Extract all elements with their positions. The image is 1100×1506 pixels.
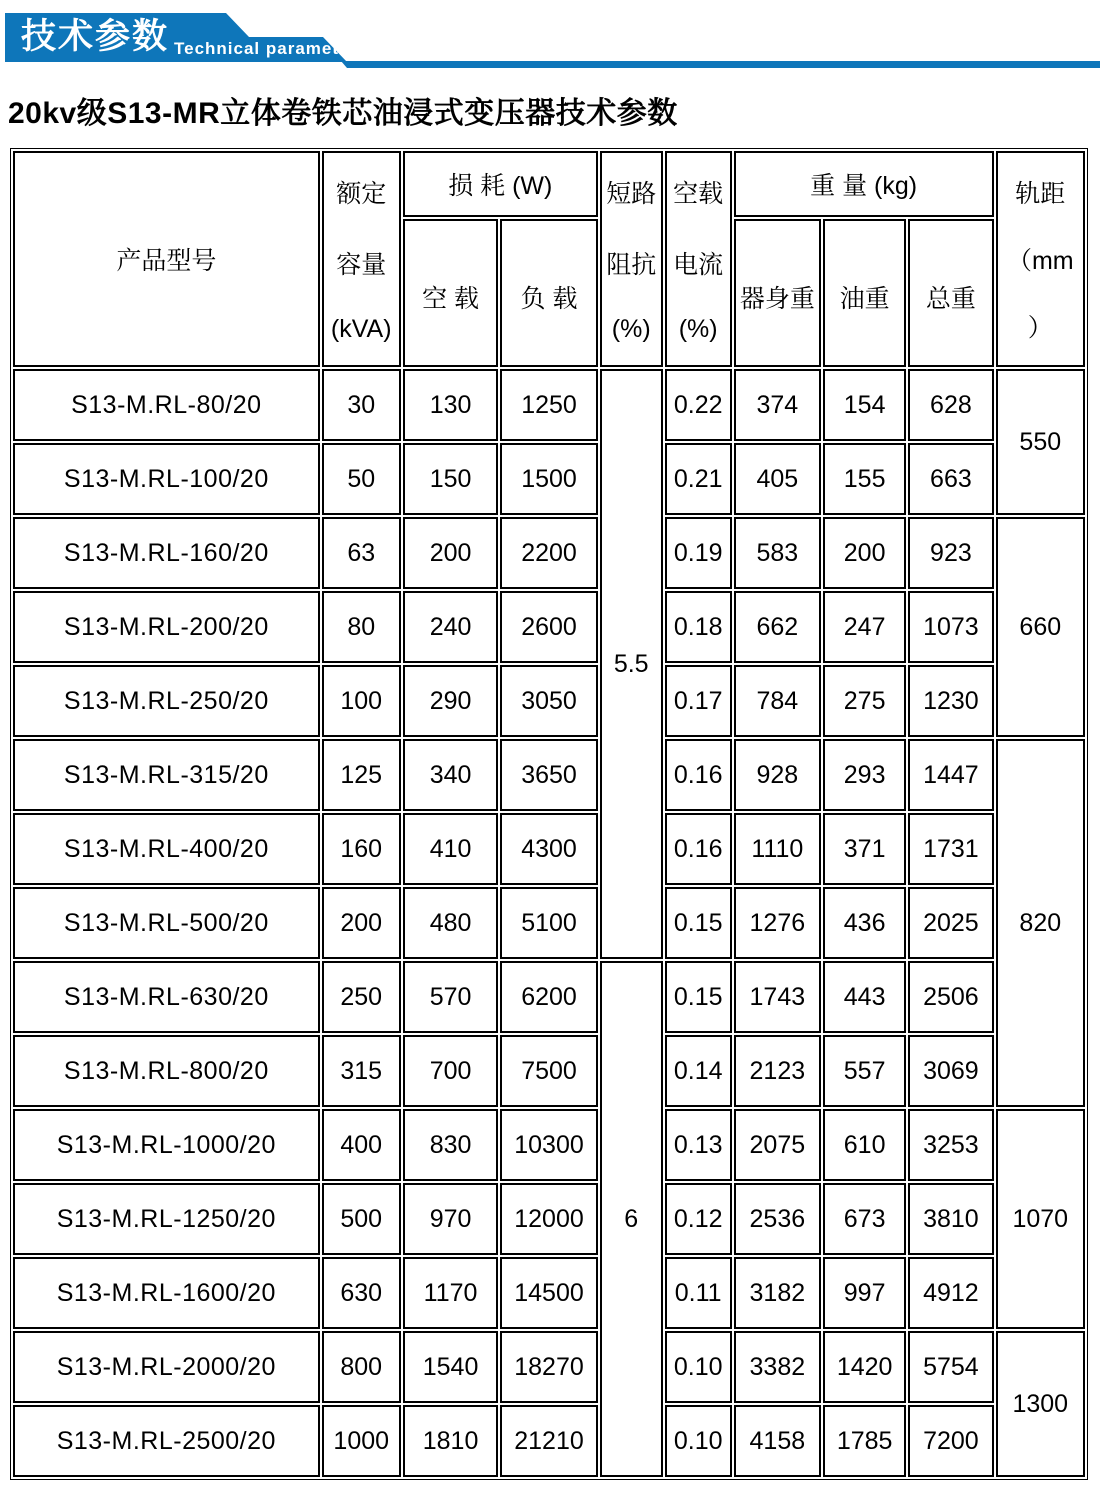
cell-loss_load: 2200 (500, 517, 597, 589)
cell-loss_load: 4300 (500, 813, 597, 885)
cell-weight_total: 1731 (908, 813, 993, 885)
table-row (13, 517, 1085, 589)
cell-model: S13-M.RL-100/20 (13, 443, 320, 515)
cell-current: 0.10 (665, 1331, 732, 1403)
cell-weight_body: 928 (734, 739, 821, 811)
table-row (13, 443, 1085, 515)
cell-loss_noload: 700 (403, 1035, 498, 1107)
cell-weight_total: 923 (908, 517, 993, 589)
cell-loss_noload: 970 (403, 1183, 498, 1255)
cell-weight_body: 2536 (734, 1183, 821, 1255)
cell-loss_load: 1250 (500, 369, 597, 441)
cell-weight_oil: 1420 (823, 1331, 906, 1403)
table-row (13, 665, 1085, 737)
table-body (13, 369, 1085, 1477)
col-header-gauge-line: （mm (1006, 247, 1074, 275)
table-row (13, 591, 1085, 663)
cell-weight_oil: 275 (823, 665, 906, 737)
cell-current: 0.16 (665, 813, 732, 885)
col-header-product-model: 产品型号 (13, 151, 320, 367)
cell-current: 0.11 (665, 1257, 732, 1329)
cell-weight_oil: 247 (823, 591, 906, 663)
col-header-gauge-line: 轨距 (1015, 180, 1066, 208)
cell-loss_load: 7500 (500, 1035, 597, 1107)
cell-loss_noload: 1170 (403, 1257, 498, 1329)
cell-capacity: 400 (322, 1109, 401, 1181)
cell-model: S13-M.RL-800/20 (13, 1035, 320, 1107)
cell-model: S13-M.RL-315/20 (13, 739, 320, 811)
col-header-capacity-line: (kVA) (330, 315, 392, 343)
cell-weight_oil: 155 (823, 443, 906, 515)
cell-weight_body: 3382 (734, 1331, 821, 1403)
cell-weight_total: 4912 (908, 1257, 993, 1329)
cell-gauge: 660 (996, 517, 1085, 737)
col-header-impedance-line: 短路 (606, 180, 657, 208)
cell-current: 0.12 (665, 1183, 732, 1255)
cell-weight_total: 2025 (908, 887, 993, 959)
cell-current: 0.13 (665, 1109, 732, 1181)
cell-loss_noload: 570 (403, 961, 498, 1033)
col-header-noload-current-line: (%) (678, 315, 718, 343)
cell-weight_body: 374 (734, 369, 821, 441)
cell-current: 0.10 (665, 1405, 732, 1477)
col-header-impedance (600, 151, 663, 367)
cell-capacity: 160 (322, 813, 401, 885)
cell-weight_body: 2075 (734, 1109, 821, 1181)
table-row (13, 1257, 1085, 1329)
cell-capacity: 250 (322, 961, 401, 1033)
cell-model: S13-M.RL-80/20 (13, 369, 320, 441)
cell-capacity: 315 (322, 1035, 401, 1107)
cell-impedance: 6 (600, 961, 663, 1477)
cell-loss_noload: 480 (403, 887, 498, 959)
cell-loss_noload: 150 (403, 443, 498, 515)
col-header-noload-current-line: 电流 (673, 250, 724, 279)
cell-capacity: 63 (322, 517, 401, 589)
cell-weight_oil: 1785 (823, 1405, 906, 1477)
cell-loss_load: 12000 (500, 1183, 597, 1255)
cell-model: S13-M.RL-200/20 (13, 591, 320, 663)
cell-model: S13-M.RL-2500/20 (13, 1405, 320, 1477)
cell-capacity: 80 (322, 591, 401, 663)
cell-weight_oil: 293 (823, 739, 906, 811)
cell-loss_load: 2600 (500, 591, 597, 663)
cell-weight_oil: 557 (823, 1035, 906, 1107)
cell-weight_oil: 436 (823, 887, 906, 959)
cell-impedance: 5.5 (600, 369, 663, 959)
cell-weight_total: 628 (908, 369, 993, 441)
cell-model: S13-M.RL-1600/20 (13, 1257, 320, 1329)
cell-loss_load: 14500 (500, 1257, 597, 1329)
cell-model: S13-M.RL-630/20 (13, 961, 320, 1033)
cell-weight_body: 2123 (734, 1035, 821, 1107)
table-row (13, 961, 1085, 1033)
cell-loss_load: 10300 (500, 1109, 597, 1181)
col-header-weight-oil: 油重 (823, 219, 906, 367)
cell-loss_load: 6200 (500, 961, 597, 1033)
cell-weight_oil: 673 (823, 1183, 906, 1255)
cell-model: S13-M.RL-1000/20 (13, 1109, 320, 1181)
cell-loss_load: 18270 (500, 1331, 597, 1403)
cell-loss_noload: 240 (403, 591, 498, 663)
table-row (13, 1035, 1085, 1107)
cell-capacity: 30 (322, 369, 401, 441)
cell-current: 0.14 (665, 1035, 732, 1107)
cell-capacity: 100 (322, 665, 401, 737)
cell-current: 0.15 (665, 961, 732, 1033)
col-header-loss-group: 损 耗 (W) (403, 151, 598, 217)
cell-loss_noload: 1810 (403, 1405, 498, 1477)
cell-weight_total: 5754 (908, 1331, 993, 1403)
technical-parameter-table (10, 148, 1088, 1480)
cell-loss_noload: 410 (403, 813, 498, 885)
cell-weight_total: 1447 (908, 739, 993, 811)
cell-weight_oil: 154 (823, 369, 906, 441)
col-header-weight-total: 总重 (908, 219, 993, 367)
cell-current: 0.15 (665, 887, 732, 959)
cell-weight_total: 1230 (908, 665, 993, 737)
cell-weight_oil: 371 (823, 813, 906, 885)
table-row (13, 739, 1085, 811)
cell-loss_noload: 130 (403, 369, 498, 441)
cell-weight_total: 1073 (908, 591, 993, 663)
cell-gauge: 1070 (996, 1109, 1085, 1329)
col-header-loss-noload: 空 载 (403, 219, 498, 367)
cell-model: S13-M.RL-160/20 (13, 517, 320, 589)
cell-current: 0.19 (665, 517, 732, 589)
col-header-loss-load: 负 载 (500, 219, 597, 367)
cell-weight_body: 1743 (734, 961, 821, 1033)
cell-weight_total: 663 (908, 443, 993, 515)
cell-loss_load: 3050 (500, 665, 597, 737)
col-header-capacity (322, 151, 401, 367)
table-row (13, 1183, 1085, 1255)
col-header-impedance-line: (%) (611, 315, 651, 343)
cell-weight_body: 784 (734, 665, 821, 737)
cell-gauge: 820 (996, 739, 1085, 1107)
cell-loss_noload: 200 (403, 517, 498, 589)
cell-capacity: 1000 (322, 1405, 401, 1477)
cell-capacity: 200 (322, 887, 401, 959)
cell-weight_oil: 610 (823, 1109, 906, 1181)
table-header (13, 151, 1085, 367)
col-header-noload-current (665, 151, 732, 367)
cell-weight_body: 1110 (734, 813, 821, 885)
cell-weight_total: 3810 (908, 1183, 993, 1255)
cell-loss_load: 3650 (500, 739, 597, 811)
cell-weight_oil: 997 (823, 1257, 906, 1329)
cell-weight_total: 7200 (908, 1405, 993, 1477)
page-title: 20kv级S13-MR立体卷铁芯油浸式变压器技术参数 (8, 97, 678, 130)
cell-model: S13-M.RL-500/20 (13, 887, 320, 959)
col-header-weight-body: 器身重 (734, 219, 821, 367)
table-row (13, 1331, 1085, 1403)
cell-model: S13-M.RL-400/20 (13, 813, 320, 885)
cell-weight_body: 405 (734, 443, 821, 515)
cell-weight_oil: 200 (823, 517, 906, 589)
cell-weight_oil: 443 (823, 961, 906, 1033)
technical-parameter-banner (0, 0, 1100, 72)
banner-subtitle: Technical parameter (174, 39, 358, 58)
cell-model: S13-M.RL-250/20 (13, 665, 320, 737)
col-header-capacity-line: 容量 (336, 250, 387, 279)
table-row (13, 1109, 1085, 1181)
cell-weight_body: 4158 (734, 1405, 821, 1477)
cell-capacity: 50 (322, 443, 401, 515)
banner-title: 技术参数 (21, 17, 170, 56)
cell-weight_total: 3069 (908, 1035, 993, 1107)
col-header-gauge (996, 151, 1085, 367)
cell-weight_body: 662 (734, 591, 821, 663)
table-header-row-top (13, 151, 1085, 217)
cell-weight_body: 583 (734, 517, 821, 589)
cell-current: 0.17 (665, 665, 732, 737)
cell-loss_noload: 830 (403, 1109, 498, 1181)
cell-loss_noload: 290 (403, 665, 498, 737)
cell-loss_load: 5100 (500, 887, 597, 959)
col-header-gauge-line: ） (1027, 314, 1053, 342)
cell-current: 0.21 (665, 443, 732, 515)
cell-loss_load: 21210 (500, 1405, 597, 1477)
table-row (13, 813, 1085, 885)
cell-gauge: 1300 (996, 1331, 1085, 1477)
col-header-noload-current-line: 空载 (673, 180, 724, 208)
cell-loss_noload: 1540 (403, 1331, 498, 1403)
cell-weight_total: 2506 (908, 961, 993, 1033)
cell-loss_noload: 340 (403, 739, 498, 811)
cell-capacity: 800 (322, 1331, 401, 1403)
cell-model: S13-M.RL-1250/20 (13, 1183, 320, 1255)
cell-loss_load: 1500 (500, 443, 597, 515)
cell-model: S13-M.RL-2000/20 (13, 1331, 320, 1403)
cell-current: 0.18 (665, 591, 732, 663)
cell-gauge: 550 (996, 369, 1085, 515)
col-header-impedance-line: 阻抗 (606, 250, 657, 279)
table-row (13, 1405, 1085, 1477)
cell-current: 0.16 (665, 739, 732, 811)
table-row (13, 369, 1085, 441)
cell-capacity: 500 (322, 1183, 401, 1255)
cell-current: 0.22 (665, 369, 732, 441)
cell-capacity: 125 (322, 739, 401, 811)
cell-capacity: 630 (322, 1257, 401, 1329)
col-header-capacity-line: 额定 (336, 180, 387, 208)
cell-weight_total: 3253 (908, 1109, 993, 1181)
col-header-weight-group: 重 量 (kg) (734, 151, 994, 217)
cell-weight_body: 3182 (734, 1257, 821, 1329)
table-row (13, 887, 1085, 959)
cell-weight_body: 1276 (734, 887, 821, 959)
